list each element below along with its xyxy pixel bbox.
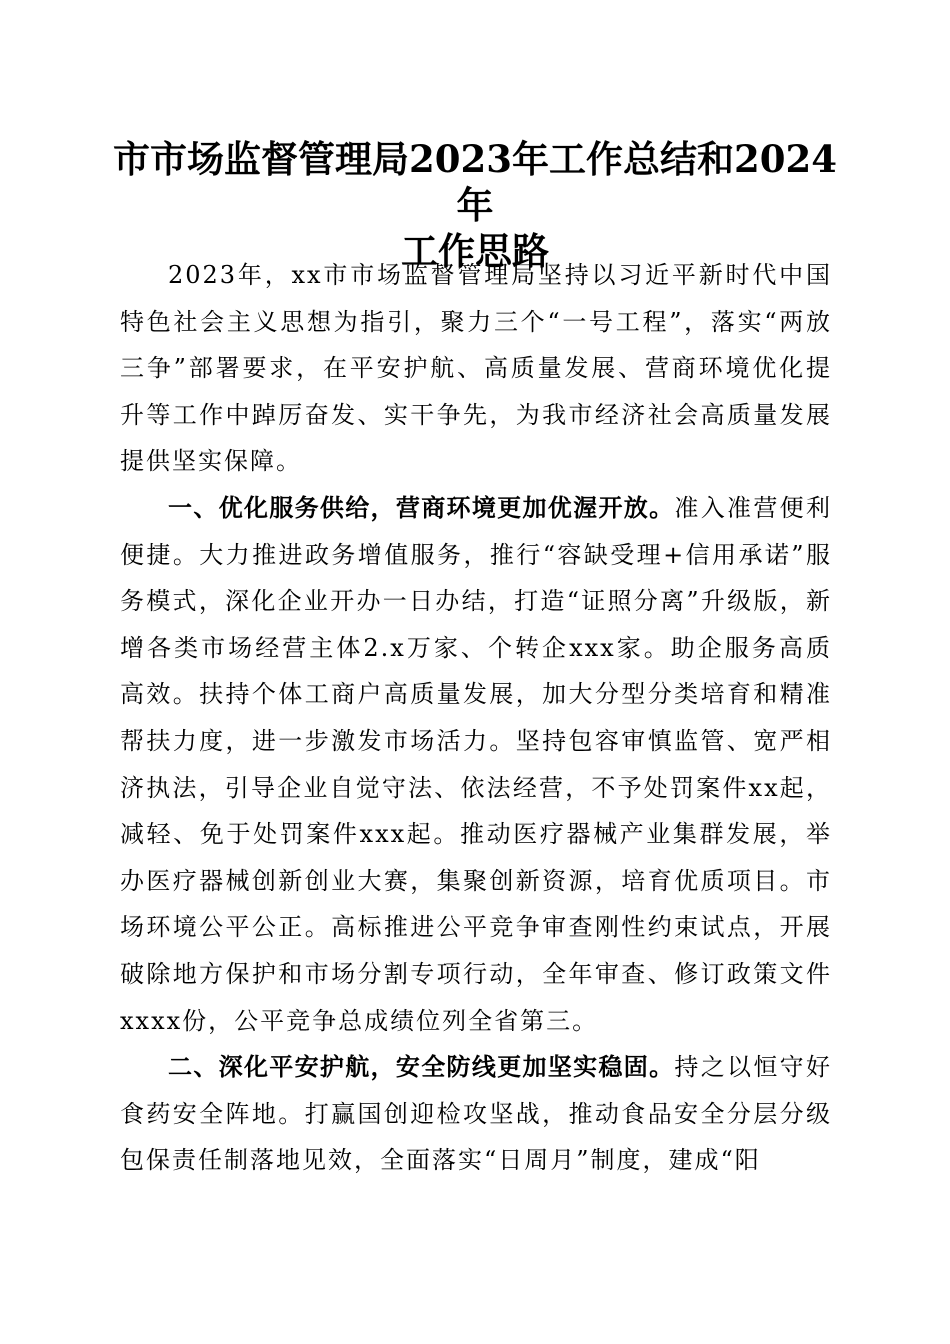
section-2-text: 持之以恒守好食药安全阵地。打赢国创迎检攻坚战，推动食品安全分层分级包保责任制落地见效，全面落实“日周月”制度，建成“阳 xyxy=(120,1053,833,1175)
section-1-heading: 一、优化服务供给，营商环境更加优渥开放。 xyxy=(168,493,675,522)
section-1-paragraph xyxy=(120,485,832,1044)
section-2-paragraph xyxy=(120,1044,832,1184)
section-2-heading: 二、深化平安护航，安全防线更加坚实稳固。 xyxy=(168,1053,675,1082)
document-body xyxy=(120,252,832,1184)
section-1-text: 准入准营便利便捷。大力推进政务增值服务，推行“容缺受理+信用承诺”服务模式，深化企业开办一日办结，打造“证照分离”升级版，新增各类市场经营主体2.x万家、个转企xxx家。助企服务高质高效。扶持个体工商户高质量发展，加大分型分类培育和精准帮扶力度，进一步激发市场活力。坚持包容审慎监管、宽严相济执法，引导企业自觉守法、依法经营，不予处罚案件xx起，减轻、免于处罚案件xxx起。推动医疗器械产业集群发展，举办医疗器械创新创业大赛，集聚创新资源，培育优质项目。市场环境公平公正。高标推进公平竞争审查刚性约束试点，开展破除地方保护和市场分割专项行动，全年审查、修订政策文件xxxx份，公平竞争总成绩位列全省第三。 xyxy=(120,493,833,1035)
title-line-2: 工作思路 xyxy=(401,229,549,273)
title-line-1: 市市场监督管理局2023年工作总结和2024年 xyxy=(113,137,837,227)
intro-paragraph: 2023年，xx市市场监督管理局坚持以习近平新时代中国特色社会主义思想为指引，聚力三个“一号工程”，落实“两放三争”部署要求，在平安护航、高质量发展、营商环境优化提升等工作中踔厉奋发、实干争先，为我市经济社会高质量发展提供坚实保障。 xyxy=(120,261,832,476)
